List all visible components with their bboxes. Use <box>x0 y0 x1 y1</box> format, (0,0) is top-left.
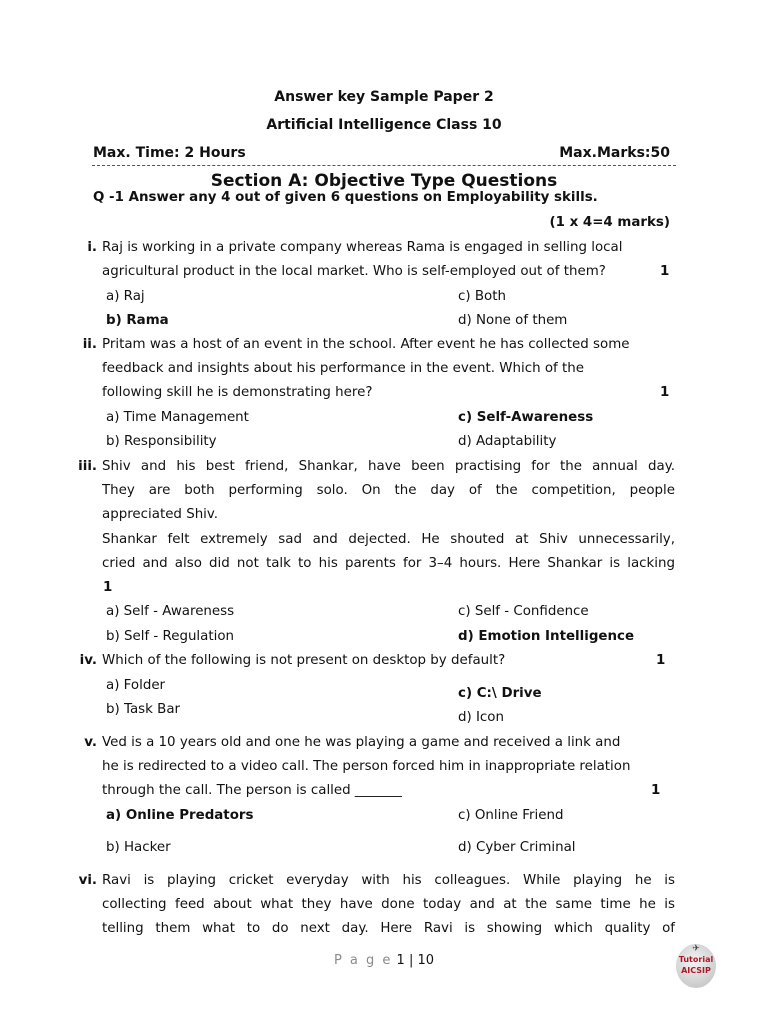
option-c-correct: c) C:\ Drive <box>458 686 542 701</box>
question-number: iii. <box>78 459 97 474</box>
question-text: Pritam was a host of an event in the school. After event he has collected some <box>102 337 630 352</box>
section-instruction: Q -1 Answer any 4 out of given 6 questions on Employability skills. <box>93 190 598 205</box>
section-title: Section A: Objective Type Questions <box>210 171 558 191</box>
question-text: agricultural product in the local market. Who is self-employed out of them? <box>102 264 606 279</box>
option-b: b) Task Bar <box>106 702 181 717</box>
section-marks: (1 x 4=4 marks) <box>549 215 670 230</box>
question-text: he is redirected to a video call. The person forced him in inappropriate relation <box>102 759 631 774</box>
option-a: a) Raj <box>106 289 145 304</box>
question-text: Ved is a 10 years old and one he was playing a game and received a link and <box>102 735 621 750</box>
page-separator: | <box>408 953 414 968</box>
option-a: a) Self - Awareness <box>106 604 235 619</box>
question-mark: 1 <box>660 264 670 279</box>
question-mark: 1 <box>660 385 670 400</box>
question-number: ii. <box>82 337 97 352</box>
option-b: b) Self - Regulation <box>106 629 235 644</box>
option-b-correct: b) Rama <box>106 313 169 328</box>
option-d: d) Icon <box>458 710 504 725</box>
page-total: 10 <box>417 953 435 968</box>
question-text: following skill he is demonstrating here? <box>102 385 373 400</box>
question-number: vi. <box>78 873 97 888</box>
question-mark: 1 <box>103 580 113 595</box>
tutorial-aicsip-logo <box>676 944 716 988</box>
question-text: Shankar felt extremely sad and dejected. He shouted at Shiv unnecessarily, <box>102 532 675 547</box>
option-b: b) Hacker <box>106 840 171 855</box>
option-c: c) Self - Confidence <box>458 604 589 619</box>
question-number: i. <box>87 240 97 255</box>
page-footer <box>0 953 768 968</box>
question-text: Raj is working in a private company whereas Rama is engaged in selling local <box>102 240 623 255</box>
question-text: Ravi is playing cricket everyday with his colleagues. While playing he is <box>102 873 675 888</box>
question-text: They are both performing solo. On the day of the competition, people <box>102 483 675 498</box>
option-a: a) Folder <box>106 678 166 693</box>
question-text: Which of the following is not present on desktop by default? <box>102 653 506 668</box>
option-d: d) None of them <box>458 313 568 328</box>
page-number: 1 <box>396 953 405 968</box>
question-number: iv. <box>79 653 97 668</box>
question-text: appreciated Shiv. <box>102 507 219 522</box>
option-d: d) Adaptability <box>458 434 557 449</box>
option-c: c) Online Friend <box>458 808 564 823</box>
doc-title: Answer key Sample Paper 2 <box>274 89 494 105</box>
question-text: Shiv and his best friend, Shankar, have been practising for the annual day. <box>102 459 675 474</box>
question-text: feedback and insights about his performance in the event. Which of the <box>102 361 584 376</box>
option-d: d) Cyber Criminal <box>458 840 576 855</box>
max-marks: Max.Marks:50 <box>559 145 670 161</box>
logo-line2: AICSIP <box>681 966 711 975</box>
option-b: b) Responsibility <box>106 434 217 449</box>
option-c-correct: c) Self-Awareness <box>458 410 594 425</box>
option-a-correct: a) Online Predators <box>106 808 254 823</box>
question-text: cried and also did not talk to his parents for 3–4 hours. Here Shankar is lacking <box>102 556 675 571</box>
page-label: P a g e <box>333 953 393 968</box>
option-d-correct: d) Emotion Intelligence <box>458 629 635 644</box>
doc-subtitle: Artificial Intelligence Class 10 <box>266 117 502 133</box>
runner-icon: ✈ <box>692 944 700 954</box>
question-mark: 1 <box>656 653 666 668</box>
question-mark: 1 <box>651 783 661 798</box>
max-time: Max. Time: 2 Hours <box>93 145 246 161</box>
question-number: v. <box>84 735 97 750</box>
question-text: telling them what to do next day. Here Ravi is showing which quality of <box>102 921 675 936</box>
logo-line1: Tutorial <box>678 955 714 964</box>
option-c: c) Both <box>458 289 506 304</box>
question-text: collecting feed about what they have done today and at the same time he is <box>102 897 675 912</box>
option-a: a) Time Management <box>106 410 249 425</box>
divider <box>92 165 676 166</box>
question-text: through the call. The person is called _______ <box>102 783 402 798</box>
